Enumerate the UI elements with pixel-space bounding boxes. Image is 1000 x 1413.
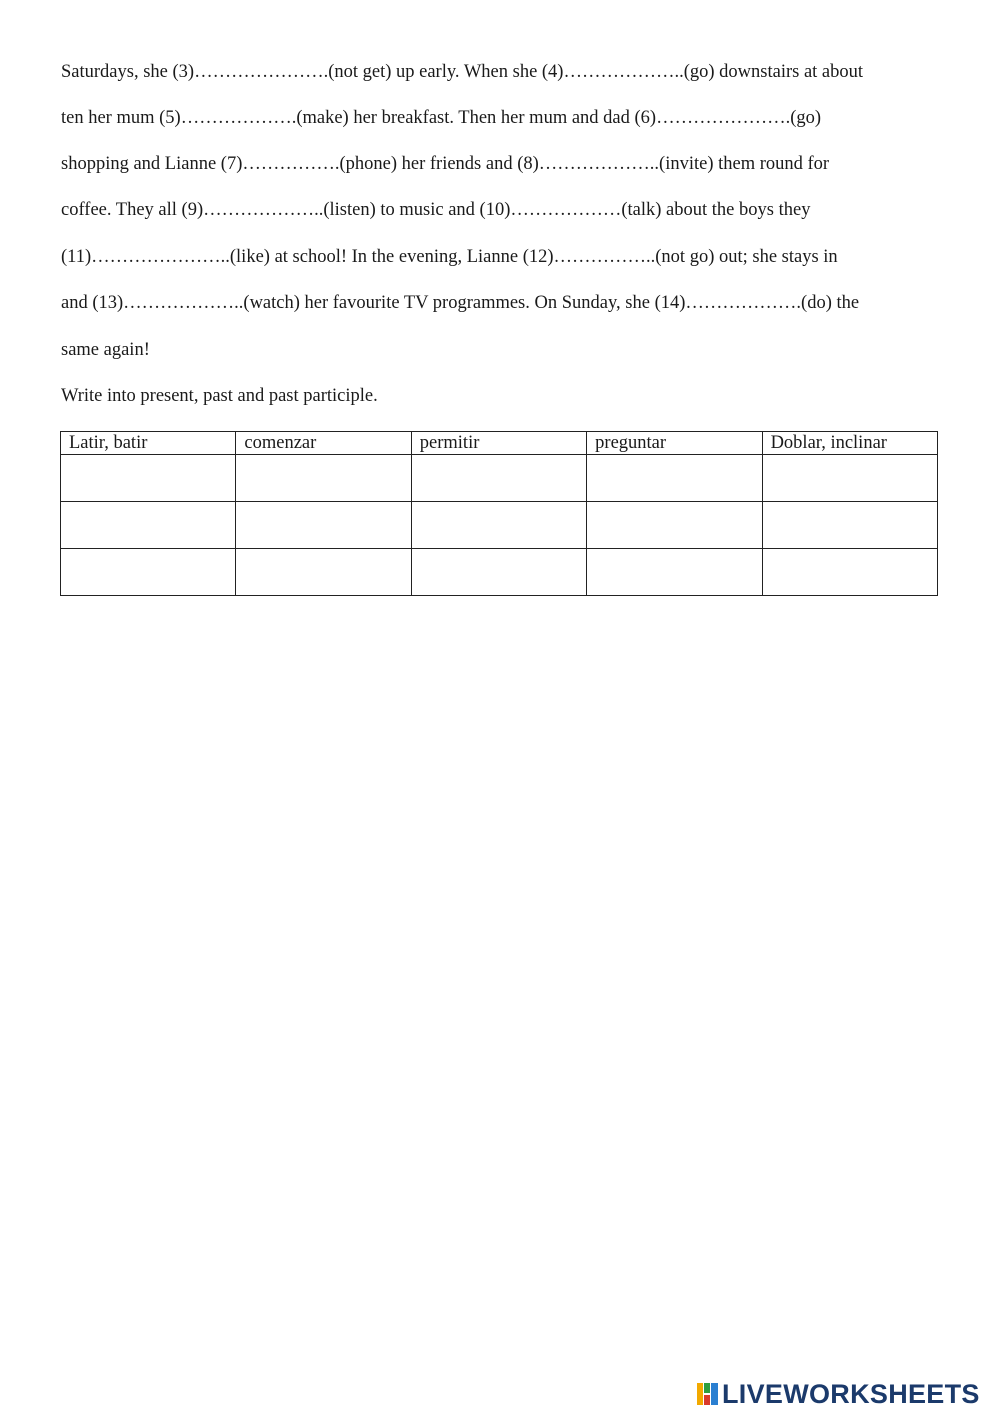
answer-cell[interactable] — [61, 455, 236, 502]
answer-cell[interactable] — [411, 502, 586, 549]
passage-line: and (13)………………..(watch) her favourite TV programmes. On Sunday, she (14)……………….(do) the — [61, 293, 860, 313]
table-row — [61, 455, 938, 502]
header-cell-comenzar: comenzar — [236, 432, 411, 455]
brand-name: LIVEWORKSHEETS — [722, 1378, 980, 1409]
answer-cell[interactable] — [236, 549, 411, 596]
table-instruction: Write into present, past and past participle. — [61, 386, 378, 406]
passage-line: same again! — [61, 340, 150, 360]
answer-cell[interactable] — [587, 502, 762, 549]
passage-line: ten her mum (5)……………….(make) her breakfast. Then her mum and dad (6)………………….(go) — [61, 108, 822, 128]
verb-forms-table — [60, 431, 938, 596]
passage-line: Saturdays, she (3)………………….(not get) up early. When she (4)………………..(go) downstairs at about — [61, 62, 864, 82]
liveworksheets-icon — [697, 1381, 719, 1407]
answer-cell[interactable] — [762, 455, 937, 502]
answer-cell[interactable] — [762, 549, 937, 596]
answer-cell[interactable] — [587, 455, 762, 502]
table-row — [61, 549, 938, 596]
passage-line: coffee. They all (9)………………..(listen) to music and (10)………………(talk) about the boys they — [61, 200, 811, 220]
answer-cell[interactable] — [587, 549, 762, 596]
table-header-row — [61, 432, 938, 455]
passage-line: shopping and Lianne (7)…………….(phone) her friends and (8)………………..(invite) them round for — [61, 154, 830, 174]
header-cell-preguntar: preguntar — [587, 432, 762, 455]
liveworksheets-logo — [697, 1378, 980, 1410]
answer-cell[interactable] — [61, 549, 236, 596]
answer-cell[interactable] — [236, 502, 411, 549]
passage-line: (11)…………………..(like) at school! In the evening, Lianne (12)……………..(not go) out; she stays in — [61, 247, 838, 267]
table-row — [61, 502, 938, 549]
answer-cell[interactable] — [762, 502, 937, 549]
answer-cell[interactable] — [411, 549, 586, 596]
answer-cell[interactable] — [411, 455, 586, 502]
header-cell-permitir: permitir — [411, 432, 586, 455]
header-cell-doblar: Doblar, inclinar — [762, 432, 937, 455]
answer-cell[interactable] — [61, 502, 236, 549]
header-cell-latir: Latir, batir — [61, 432, 236, 455]
answer-cell[interactable] — [236, 455, 411, 502]
